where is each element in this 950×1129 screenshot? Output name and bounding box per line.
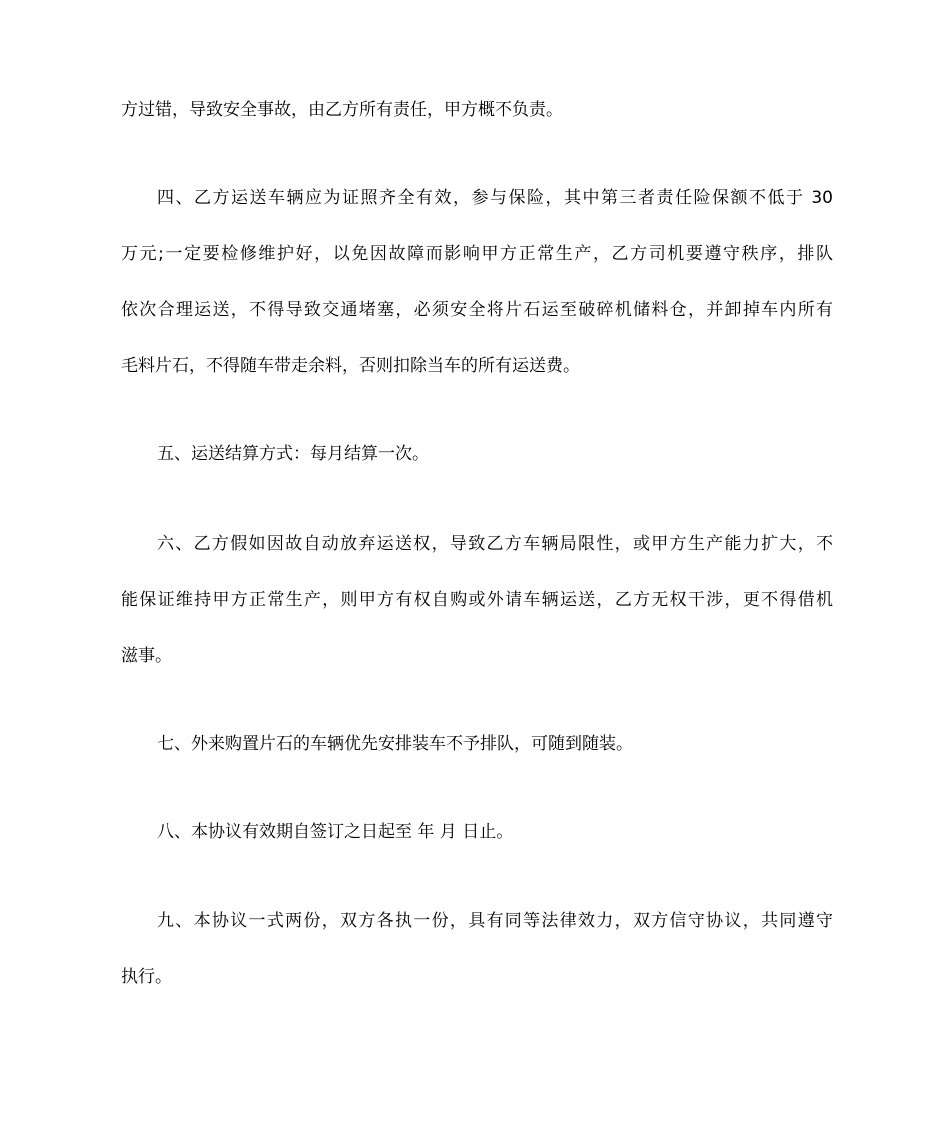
clause-four-line-1: 四、乙方运送车辆应为证照齐全有效，参与保险，其中第三者责任险保额不低于 30: [157, 188, 833, 208]
clause-six-line-2: 能保证维持甲方正常生产，则甲方有权自购或外请车辆运送，乙方无权干涉，更不得借机: [121, 590, 833, 610]
clause-six-line-1: 六、乙方假如因故自动放弃运送权，导致乙方车辆局限性，或甲方生产能力扩大，不: [157, 534, 833, 554]
clause-five-line-1: 五、运送结算方式：每月结算一次。: [157, 444, 429, 464]
clause-eight-line-1: 八、本协议有效期自签订之日起至 年 月 日止。: [157, 822, 514, 842]
paragraph-continued-line-1: 方过错，导致安全事故，由乙方所有责任，甲方概不负责。: [121, 100, 563, 120]
clause-nine-line-1: 九、本协议一式两份，双方各执一份，具有同等法律效力，双方信守协议，共同遵守: [157, 911, 833, 931]
clause-four-line-2: 万元;一定要检修维护好，以免因故障而影响甲方正常生产，乙方司机要遵守秩序，排队: [121, 244, 833, 264]
clause-four-line-3: 依次合理运送，不得导致交通堵塞，必须安全将片石运至破碎机储料仓，并卸掉车内所有: [121, 300, 833, 320]
clause-nine-line-2: 执行。: [121, 967, 172, 987]
clause-six-line-3: 滋事。: [121, 646, 172, 666]
clause-four-line-4: 毛料片石，不得随车带走余料，否则扣除当车的所有运送费。: [121, 356, 580, 376]
clause-seven-line-1: 七、外来购置片石的车辆优先安排装车不予排队，可随到随装。: [157, 734, 633, 754]
